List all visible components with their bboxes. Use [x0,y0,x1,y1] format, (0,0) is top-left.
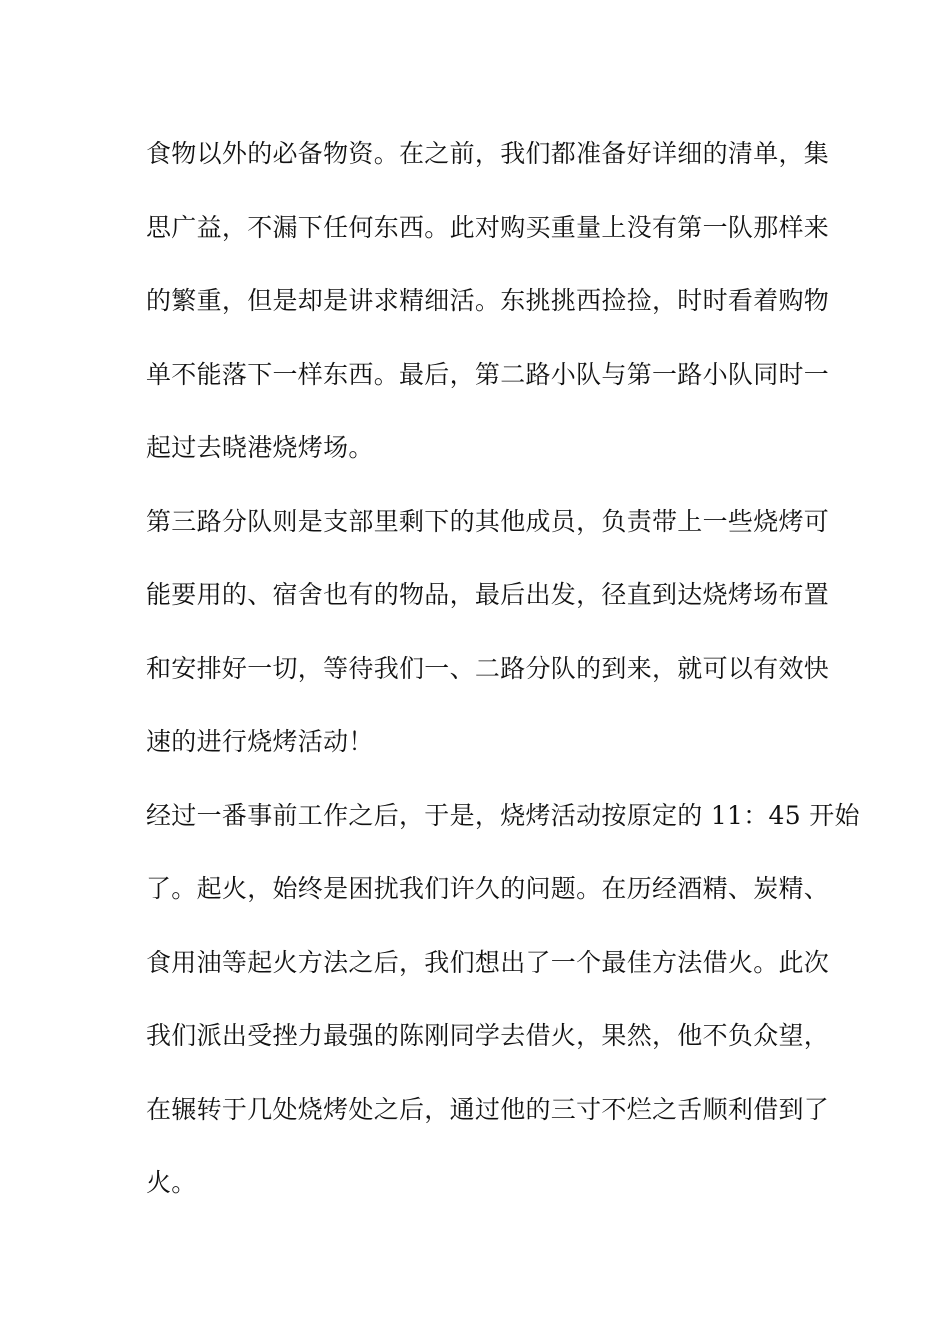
text-line: 我们派出受挫力最强的陈刚同学去借火，果然，他不负众望， [146,1021,830,1050]
paragraph-2 [146,496,830,790]
text-line: 速的进行烧烤活动！ [146,727,374,756]
text-line: 了。起火，始终是困扰我们许久的问题。在历经酒精、炭精、 [146,874,830,903]
text-line: 和安排好一切，等待我们一、二路分队的到来，就可以有效快 [146,653,830,683]
text-line: 在辗转于几处烧烤处之后，通过他的三寸不烂之舌顺利借到了 [146,1094,830,1124]
paragraph-1 [146,128,830,496]
text-line: 第三路分队则是支部里剩下的其他成员，负责带上一些烧烤可 [146,506,830,536]
text-line: 火。 [146,1168,197,1197]
text-line: 单不能落下一样东西。最后，第二路小队与第一路小队同时一 [146,359,830,389]
text-line: 起过去晓港烧烤场。 [146,433,374,462]
text-line: 思广益，不漏下任何东西。此对购买重量上没有第一队那样来 [146,212,830,242]
document-body [146,128,860,1231]
text-line: 经过一番事前工作之后，于是，烧烤活动按原定的 11：45 开始 [146,800,860,830]
text-line: 的繁重，但是却是讲求精细活。东挑挑西捡捡，时时看着购物 [146,286,830,315]
paragraph-3 [146,790,860,1231]
text-line: 食用油等起火方法之后，我们想出了一个最佳方法借火。此次 [146,947,830,977]
text-line: 食物以外的必备物资。在之前，我们都准备好详细的清单，集 [146,139,830,168]
text-line: 能要用的、宿舍也有的物品，最后出发，径直到达烧烤场布置 [146,580,830,609]
